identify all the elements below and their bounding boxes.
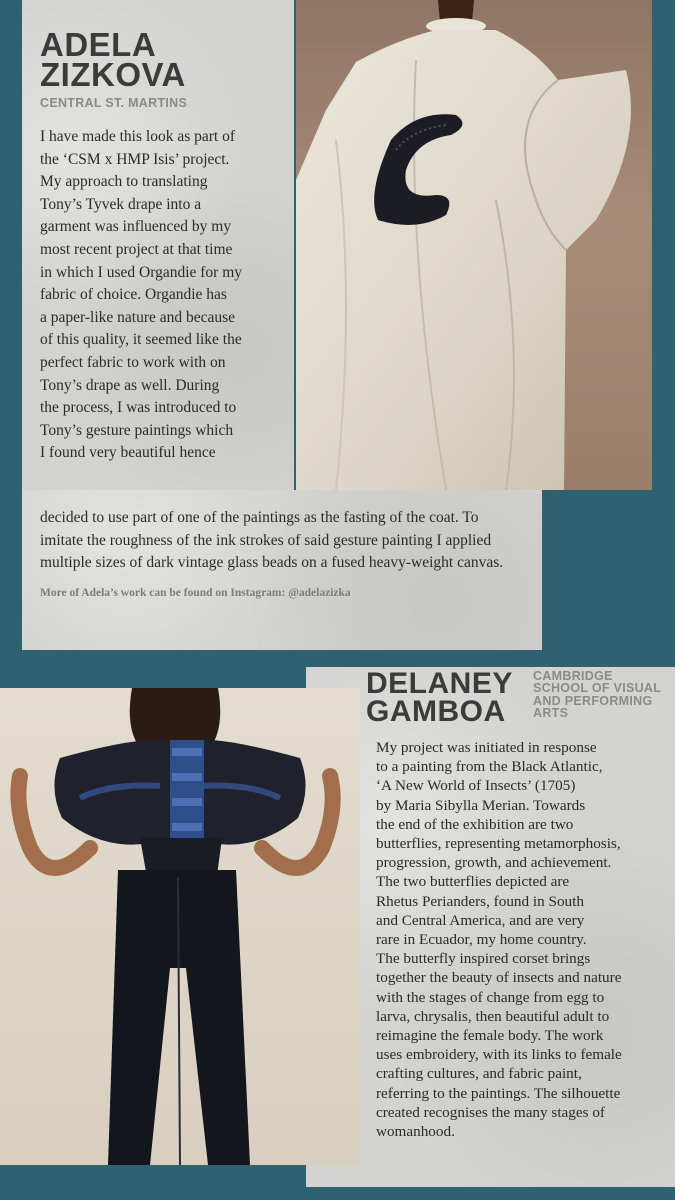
- school-name-csm: CENTRAL ST. MARTINS: [40, 96, 188, 110]
- text-line: SCHOOL OF VISUAL: [533, 681, 662, 696]
- text-line: The two butterflies depicted are: [376, 873, 570, 891]
- text-line: decided to use part of one of the paintings as the fasting of the coat. To: [40, 509, 479, 526]
- text-line: garment was influenced by my: [40, 218, 232, 236]
- text-line: referring to the paintings. The silhouette: [376, 1084, 621, 1102]
- text-line: crafting cultures, and fabric paint,: [376, 1065, 582, 1083]
- name-line-2: GAMBOA: [366, 694, 506, 728]
- article-text-delaney: [376, 738, 672, 1141]
- text-line: My project was initiated in response: [376, 739, 597, 756]
- text-line: butterflies, representing metamorphosis,: [376, 835, 621, 853]
- school-name-cambridge: [533, 670, 673, 719]
- text-line: Tony’s Tyvek drape into a: [40, 195, 202, 213]
- text-line: imitate the roughness of the ink strokes of said gesture painting I applied: [40, 531, 492, 549]
- designer-name-delaney: [366, 667, 513, 728]
- text-line: I found very beautiful hence: [40, 444, 216, 462]
- name-line-1: ADELA: [40, 26, 157, 63]
- text-line: progression, growth, and achievement.: [376, 854, 612, 872]
- designer-name-adela: [40, 26, 186, 94]
- text-line: AND PERFORMING: [533, 693, 653, 708]
- text-line: rare in Ecuador, my home country.: [376, 931, 587, 949]
- photo-butterfly-corset: [0, 688, 360, 1165]
- text-line: by Maria Sibylla Merian. Towards: [376, 796, 586, 814]
- text-line: larva, chrysalis, then beautiful adult to: [376, 1007, 610, 1025]
- name-line-1: DELANEY: [366, 667, 513, 700]
- text-line: Rhetus Perianders, found in South: [376, 892, 584, 910]
- text-line: CAMBRIDGE: [533, 669, 613, 683]
- text-line: in which I used Organdie for my: [40, 263, 243, 281]
- article-text-adela: [40, 126, 290, 465]
- text-line: to a painting from the Black Atlantic,: [376, 758, 603, 776]
- text-line: ‘A New World of Insects’ (1705): [376, 777, 576, 795]
- text-line: reimagine the female body. The work: [376, 1027, 604, 1045]
- text-line: and Central America, and are very: [376, 911, 585, 929]
- text-line: Tony’s drape as well. During: [40, 376, 220, 394]
- text-line: the ‘CSM x HMP Isis’ project.: [40, 150, 230, 168]
- photo-paper-dress: [296, 0, 652, 490]
- text-line: a paper-like nature and because: [40, 308, 236, 326]
- text-line: Tony’s gesture paintings which: [40, 421, 234, 439]
- text-line: The butterfly inspired corset brings: [376, 950, 591, 968]
- text-line: fabric of choice. Organdie has: [40, 286, 227, 304]
- text-line: with the stages of change from egg to: [376, 988, 605, 1006]
- text-line: created recognises the many stages of: [376, 1103, 605, 1121]
- text-line: perfect fabric to work with on: [40, 353, 226, 371]
- text-line: ARTS: [533, 705, 569, 720]
- text-line: I have made this look as part of: [40, 128, 235, 145]
- text-line: multiple sizes of dark vintage glass beads on a fused heavy-weight canvas.: [40, 554, 504, 572]
- text-line: My approach to translating: [40, 173, 208, 191]
- article-text-adela-continued: [40, 507, 540, 575]
- text-line: the process, I was introduced to: [40, 399, 237, 417]
- text-line: uses embroidery, with its links to female: [376, 1046, 622, 1064]
- text-line: the end of the exhibition are two: [376, 815, 574, 833]
- text-line: womanhood.: [376, 1123, 455, 1141]
- text-line: most recent project at that time: [40, 240, 233, 258]
- text-line: of this quality, it seemed like the: [40, 331, 242, 349]
- instagram-credit: More of Adela’s work can be found on Instagram: @adelazizka: [40, 587, 351, 599]
- name-line-2: ZIZKOVA: [40, 56, 186, 94]
- text-line: together the beauty of insects and nature: [376, 969, 622, 987]
